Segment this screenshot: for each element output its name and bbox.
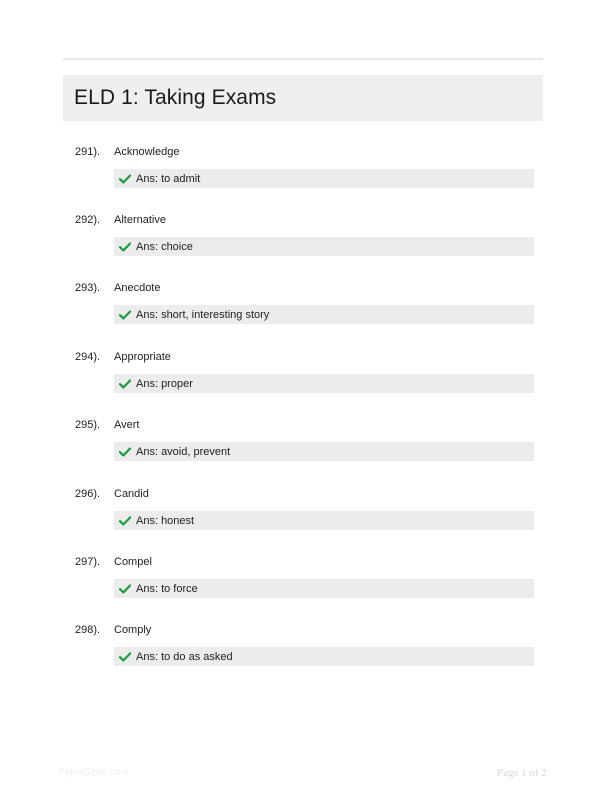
question-term: Appropriate xyxy=(114,351,171,363)
page-number-label: Page 1 of 2 xyxy=(497,767,547,779)
question-term: Alternative xyxy=(114,214,166,226)
question-number: 291). xyxy=(75,146,101,158)
question-item xyxy=(0,419,606,479)
checkmark-icon xyxy=(119,447,131,457)
question-term: Compel xyxy=(114,556,152,568)
answer-box xyxy=(114,647,534,666)
footer-watermark: PaperSlide.com xyxy=(58,767,129,778)
question-number: 298). xyxy=(75,624,101,636)
question-term: Acknowledge xyxy=(114,146,180,158)
answer-box xyxy=(114,305,534,324)
answer-box xyxy=(114,579,534,598)
page-title: ELD 1: Taking Exams xyxy=(74,86,277,109)
question-item xyxy=(0,214,606,274)
question-term: Candid xyxy=(114,488,149,500)
answer-text: Ans: choice xyxy=(136,240,193,253)
question-term: Comply xyxy=(114,624,152,636)
answer-text: Ans: short, interesting story xyxy=(136,308,270,321)
question-number: 293). xyxy=(75,282,101,294)
checkmark-icon xyxy=(119,310,131,320)
checkmark-icon xyxy=(119,516,131,526)
question-number: 292). xyxy=(75,214,101,226)
checkmark-icon xyxy=(119,242,131,252)
answer-box xyxy=(114,237,534,256)
answer-text: Ans: honest xyxy=(136,514,195,527)
answer-text: Ans: avoid, prevent xyxy=(136,445,231,458)
question-term: Anecdote xyxy=(114,282,161,294)
question-term: Avert xyxy=(114,419,140,431)
question-item xyxy=(0,624,606,684)
checkmark-icon xyxy=(119,652,131,662)
answer-text: Ans: proper xyxy=(136,377,193,390)
answer-box xyxy=(114,169,534,188)
question-item xyxy=(0,351,606,411)
question-number: 297). xyxy=(75,556,101,568)
answer-box xyxy=(114,442,534,461)
question-number: 294). xyxy=(75,351,101,363)
question-number: 295). xyxy=(75,419,101,431)
question-item xyxy=(0,282,606,342)
answer-text: Ans: to force xyxy=(136,582,198,595)
question-item xyxy=(0,488,606,548)
question-number: 296). xyxy=(75,488,101,500)
answer-text: Ans: to admit xyxy=(136,172,201,185)
checkmark-icon xyxy=(119,174,131,184)
top-divider xyxy=(63,58,543,60)
answer-text: Ans: to do as asked xyxy=(136,650,233,663)
checkmark-icon xyxy=(119,379,131,389)
question-item xyxy=(0,146,606,206)
question-item xyxy=(0,556,606,616)
checkmark-icon xyxy=(119,584,131,594)
answer-box xyxy=(114,511,534,530)
title-bar xyxy=(63,75,543,121)
answer-box xyxy=(114,374,534,393)
